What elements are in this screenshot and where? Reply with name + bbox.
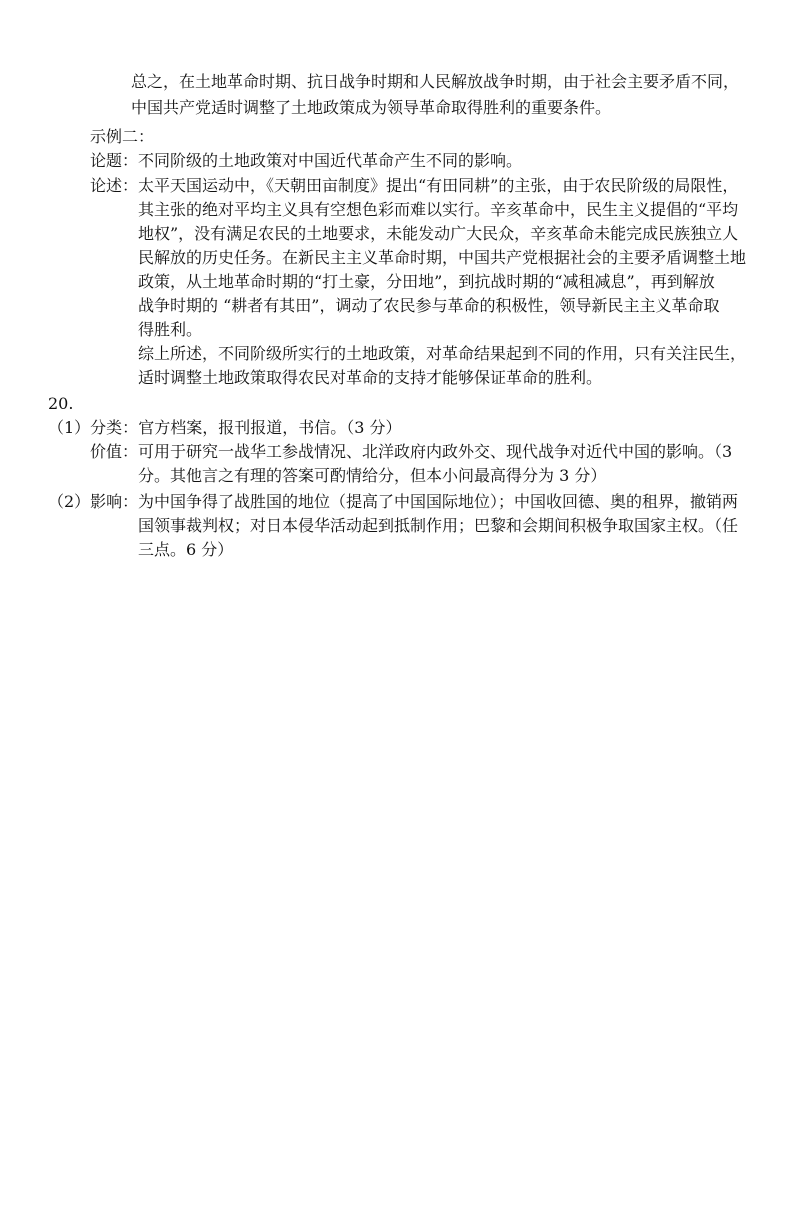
- thesis-label: 论题：: [90, 151, 139, 170]
- example-two-heading: 示例二：: [90, 127, 155, 146]
- summary-line-1: 总之，在土地革命时期、抗日战争时期和人民解放战争时期，由于社会主要矛盾不同，: [131, 72, 740, 91]
- argument-line: 太平天国运动中，《天朝田亩制度》提出“有田同耕”的主张，由于农民阶级的局限性，: [138, 176, 739, 195]
- q20-part2-line: 三点。6 分）: [138, 540, 234, 559]
- argument-line: 民解放的历史任务。在新民主主义革命时期，中国共产党根据社会的主要矛盾调整土地: [138, 248, 747, 267]
- thesis-row: [90, 149, 522, 173]
- q20-value-label: 价值：: [90, 442, 139, 461]
- argument-label: 论述：: [90, 176, 139, 195]
- summary-line-2: 中国共产党适时调整了土地政策成为领导革命取得胜利的重要条件。: [131, 98, 612, 117]
- argument-line: 战争时期的 “耕者有其田”，调动了农民参与革命的积极性，领导新民主主义革命取: [138, 296, 720, 315]
- argument-line: 其主张的绝对平均主义具有空想色彩而难以实行。辛亥革命中，民生主义提倡的“平均: [138, 200, 739, 219]
- q20-part2-line: 为中国争得了战胜国的地位（提高了中国国际地位）；中国收回德、奥的租界，撤销两: [138, 492, 739, 511]
- argument-line: 得胜利。: [138, 320, 203, 339]
- conclusion-line: 综上所述，不同阶级所实行的土地政策，对革命结果起到不同的作用，只有关注民生，: [138, 344, 747, 363]
- q20-part2-line: 国领事裁判权；对日本侵华活动起到抵制作用；巴黎和会期间积极争取国家主权。（任: [138, 516, 739, 535]
- q20-part1-label: （1）分类：: [48, 418, 139, 437]
- q20-value-line: 可用于研究一战华工参战情况、北洋政府内政外交、现代战争对近代中国的影响。（3: [138, 442, 733, 461]
- q20-value-line: 分。其他言之有理的答案可酌情给分，但本小问最高得分为 3 分）: [138, 466, 607, 485]
- argument-line: 地权”，没有满足农民的土地要求，未能发动广大民众，辛亥革命未能完成民族独立人: [138, 224, 739, 243]
- q20-part2-label: （2）影响：: [48, 492, 139, 511]
- q20-part1-row: [48, 416, 401, 440]
- q20-part1-text: 官方档案，报刊报道，书信。（3 分）: [138, 418, 402, 437]
- question-20-number: 20.: [48, 394, 74, 413]
- thesis-text: 不同阶级的土地政策对中国近代革命产生不同的影响。: [138, 151, 523, 170]
- conclusion-line: 适时调整土地政策取得农民对革命的支持才能够保证革命的胜利。: [138, 368, 603, 387]
- argument-line: 政策，从土地革命时期的“打土豪，分田地”，到抗战时期的“减租减息”，再到解放: [138, 272, 715, 291]
